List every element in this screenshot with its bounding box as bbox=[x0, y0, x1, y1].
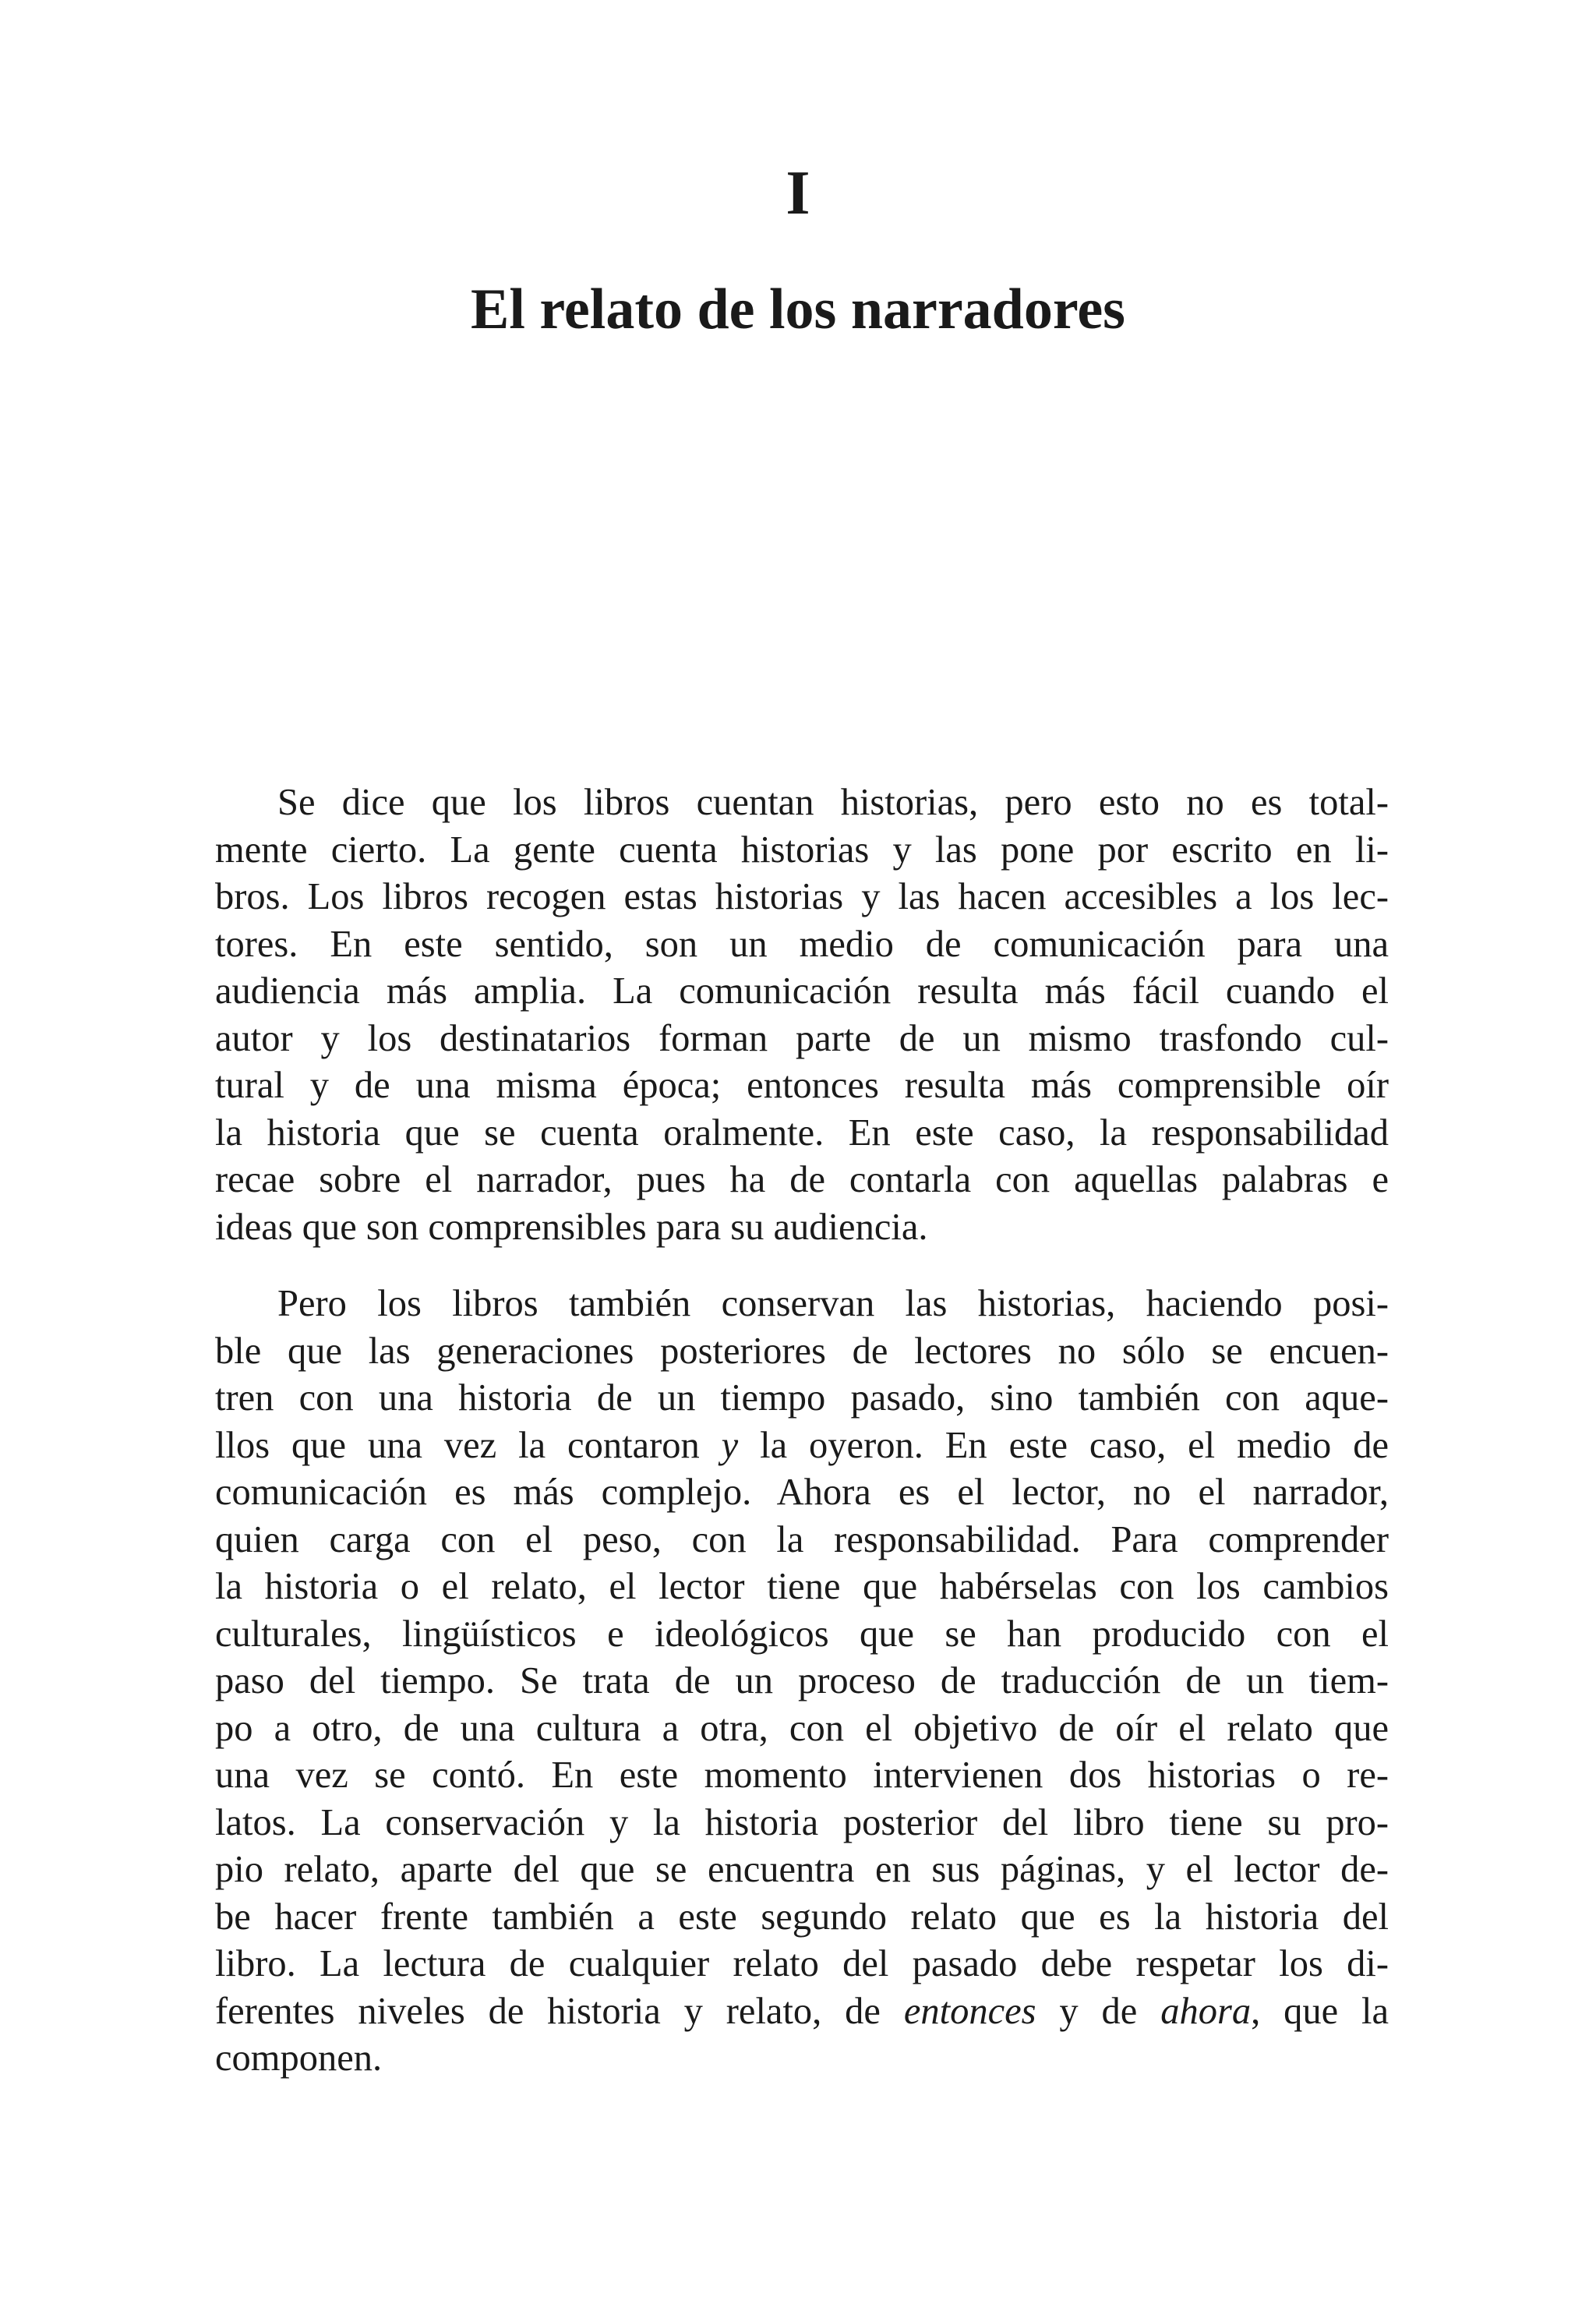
text-segment: ble que las generaciones posteriores de lectores no sólo se encuen- bbox=[215, 1330, 1389, 1372]
text-segment: Se dice que los libros cuentan historias, pero esto no es total- bbox=[277, 782, 1389, 823]
paragraph bbox=[215, 779, 1389, 1251]
text-line bbox=[215, 1894, 1389, 1942]
text-line bbox=[215, 1800, 1389, 1847]
text-segment: ferentes niveles de historia y relato, de bbox=[215, 1990, 904, 2032]
text-line bbox=[215, 1422, 1389, 1470]
text-line bbox=[215, 779, 1389, 827]
text-line bbox=[215, 1157, 1389, 1204]
text-line bbox=[215, 921, 1389, 969]
text-line bbox=[215, 1752, 1389, 1800]
text-segment: paso del tiempo. Se trata de un proceso de traducción de un tiem- bbox=[215, 1660, 1389, 1701]
chapter-number: I bbox=[786, 159, 810, 228]
text-segment: comunicación es más complejo. Ahora es el lector, no el narrador, bbox=[215, 1472, 1389, 1513]
text-line bbox=[215, 1328, 1389, 1376]
italic-text: entonces bbox=[903, 1990, 1036, 2032]
text-segment: la historia que se cuenta oralmente. En este caso, la responsabilidad bbox=[215, 1111, 1389, 1154]
text-line bbox=[215, 1988, 1389, 2036]
text-line bbox=[215, 1469, 1389, 1517]
text-segment: y de bbox=[1036, 1990, 1161, 2032]
text-segment: una vez se contó. En este momento intervienen dos historias o re- bbox=[215, 1754, 1389, 1796]
text-segment: mente cierto. La gente cuenta historias y las pone por escrito en li- bbox=[215, 829, 1389, 871]
text-segment: la historia o el relato, el lector tiene que habérselas con los cambios bbox=[215, 1566, 1389, 1607]
text-line bbox=[215, 1705, 1389, 1753]
italic-text: ahora bbox=[1160, 1990, 1252, 2032]
text-segment: recae sobre el narrador, pues ha de contarla con aquellas palabras e bbox=[215, 1159, 1389, 1200]
text-segment: libro. La lectura de cualquier relato del pasado debe respetar los di- bbox=[215, 1943, 1389, 1984]
text-segment: quien carga con el peso, con la responsabilidad. Para comprender bbox=[215, 1518, 1389, 1560]
text-segment: tural y de una misma época; entonces resulta más comprensible oír bbox=[215, 1065, 1389, 1106]
text-segment: ideas que son comprensibles para su audiencia. bbox=[215, 1206, 928, 1248]
text-line bbox=[215, 1062, 1389, 1110]
text-segment: , que la bbox=[1251, 1990, 1389, 2032]
text-line bbox=[215, 874, 1389, 921]
text-segment: tores. En este sentido, son un medio de comunicación para una bbox=[215, 923, 1389, 965]
text-line bbox=[215, 968, 1389, 1016]
text-line bbox=[215, 1611, 1389, 1659]
text-segment: pio relato, aparte del que se encuentra en sus páginas, y el lector de- bbox=[215, 1849, 1389, 1890]
text-segment: culturales, lingüísticos e ideológicos que se han producido con el bbox=[215, 1613, 1389, 1655]
italic-text: y bbox=[721, 1424, 739, 1466]
chapter-title: El relato de los narradores bbox=[471, 277, 1125, 341]
text-segment: autor y los destinatarios forman parte de un mismo trasfondo cul- bbox=[215, 1017, 1389, 1059]
body-text bbox=[215, 779, 1389, 2112]
text-segment: componen. bbox=[215, 2037, 383, 2079]
text-segment: be hacer frente también a este segundo relato que es la historia del bbox=[215, 1896, 1389, 1938]
text-segment: bros. Los libros recogen estas historias y las hacen accesibles a los lec- bbox=[215, 876, 1389, 917]
text-line bbox=[215, 1281, 1389, 1328]
text-line bbox=[215, 1110, 1389, 1157]
text-line bbox=[215, 1016, 1389, 1063]
text-line bbox=[215, 1846, 1389, 1894]
text-line bbox=[215, 1517, 1389, 1564]
text-line bbox=[215, 1204, 1389, 1252]
text-segment: llos que una vez la contaron bbox=[215, 1424, 722, 1466]
text-line bbox=[215, 1658, 1389, 1705]
text-line bbox=[215, 1941, 1389, 1988]
text-segment: Pero los libros también conservan las historias, haciendo posi- bbox=[277, 1283, 1389, 1324]
text-line bbox=[215, 827, 1389, 875]
paragraph bbox=[215, 1281, 1389, 2083]
text-segment: tren con una historia de un tiempo pasado, sino también con aque- bbox=[215, 1377, 1389, 1419]
text-segment: audiencia más amplia. La comunicación resulta más fácil cuando el bbox=[215, 970, 1389, 1012]
text-line bbox=[215, 1564, 1389, 1611]
text-segment: latos. La conservación y la historia posterior del libro tiene su pro- bbox=[215, 1801, 1389, 1843]
text-line bbox=[215, 1375, 1389, 1422]
text-segment: po a otro, de una cultura a otra, con el objetivo de oír el relato que bbox=[215, 1707, 1389, 1749]
text-segment: la oyeron. En este caso, el medio de bbox=[738, 1424, 1389, 1466]
text-line bbox=[215, 2035, 1389, 2083]
